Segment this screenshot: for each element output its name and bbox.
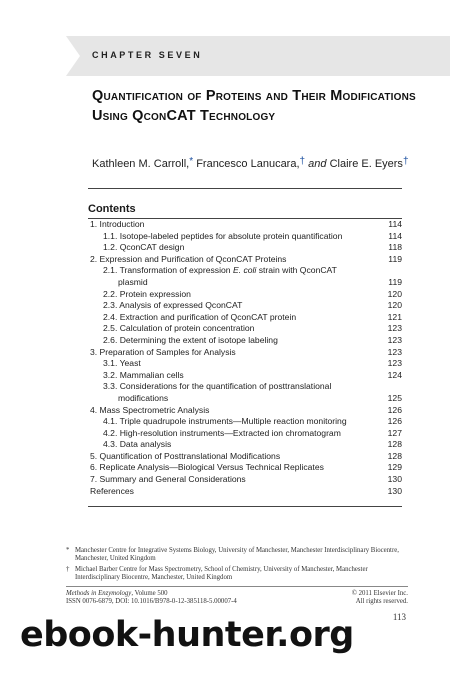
author-2-affiliation-mark[interactable]: † — [299, 156, 306, 167]
publication-line-1 — [66, 590, 408, 597]
toc-entry[interactable] — [88, 439, 402, 451]
rights: All rights reserved. — [355, 598, 408, 605]
toc-entry-page: 126 — [387, 404, 402, 415]
toc-entry[interactable] — [88, 312, 402, 324]
journal-citation — [66, 590, 168, 597]
toc-entry-title: plasmid — [118, 276, 148, 287]
toc-entry-page: 119 — [388, 253, 402, 264]
toc-entry-page: 128 — [387, 450, 402, 461]
toc-entry[interactable] — [88, 335, 402, 347]
publication-line-2 — [66, 598, 408, 605]
toc-entry[interactable] — [88, 393, 402, 405]
author-1: Kathleen M. Carroll, — [92, 158, 190, 170]
author-3: Claire E. Eyers — [329, 158, 403, 170]
toc-entry[interactable] — [88, 254, 402, 266]
toc-entry[interactable] — [88, 416, 402, 428]
contents-bottom-rule — [88, 506, 402, 507]
toc-entry[interactable] — [88, 451, 402, 463]
toc-entry[interactable] — [88, 323, 402, 335]
toc-entry-page: 120 — [387, 288, 402, 299]
toc-entry-page: 127 — [387, 427, 402, 438]
author-1-affiliation-mark[interactable]: * — [189, 156, 194, 167]
toc-entry[interactable] — [88, 486, 402, 498]
toc-entry[interactable] — [88, 462, 402, 474]
toc-entry-title: 1.1. Isotope-labeled peptides for absolute protein quantification — [103, 230, 343, 241]
contents-heading: Contents — [88, 203, 136, 215]
toc-entry-page: 130 — [387, 485, 402, 496]
toc-entry[interactable] — [88, 347, 402, 359]
toc-entry-page: 128 — [387, 439, 402, 450]
copyright: © 2011 Elsevier Inc. — [351, 590, 408, 597]
toc-entry-page: 121 — [387, 311, 402, 322]
toc-entry-page: 123 — [387, 323, 402, 334]
journal-name: Methods in Enzymology — [66, 590, 132, 597]
toc-entry-title: 3.2. Mammalian cells — [103, 369, 184, 380]
toc-entry-page: 123 — [387, 334, 402, 345]
toc-entry-page: 126 — [387, 416, 402, 427]
toc-entry-title: 2.5. Calculation of protein concentration — [103, 323, 255, 334]
chapter-arrow-shape — [66, 36, 80, 76]
toc-entry-page: 123 — [387, 358, 402, 369]
toc-entry[interactable] — [88, 277, 402, 289]
toc-entry-page: 124 — [387, 369, 402, 380]
journal-volume: , Volume 500 — [131, 590, 168, 597]
toc-entry-page: 120 — [387, 300, 402, 311]
toc-entry-page: 114 — [388, 219, 402, 229]
chapter-label: CHAPTER SEVEN — [92, 50, 203, 60]
toc-entry-page: 129 — [387, 462, 402, 473]
author-line — [92, 158, 432, 170]
toc-entry-page: 123 — [387, 346, 402, 357]
toc-entry-title: References — [90, 485, 134, 496]
publication-rule — [66, 586, 408, 587]
footnote-2-text: Michael Barber Centre for Mass Spectrometry, School of Chemistry, University of Manchester, Manchester Interdisciplinary Biocentre, Manchester, United Kingdom — [75, 566, 368, 582]
footnote-2 — [66, 566, 408, 582]
watermark: ebook-hunter.org — [20, 615, 354, 655]
footnote-1-symbol: * — [66, 547, 70, 554]
toc-entry[interactable] — [88, 474, 402, 486]
toc-entry-page: 119 — [388, 276, 402, 287]
issn-doi: ISSN 0076-6879, DOI: 10.1016/B978-0-12-385118-5.00007-4 — [66, 598, 237, 605]
toc-entry-title: 2.6. Determining the extent of isotope labeling — [103, 334, 278, 345]
toc-entry-title: 4.3. Data analysis — [103, 439, 172, 450]
toc-entry[interactable] — [88, 219, 402, 231]
toc-entry[interactable] — [88, 358, 402, 370]
toc-entry-title: 2.2. Protein expression — [103, 288, 191, 299]
toc-entry[interactable] — [88, 300, 402, 312]
toc-entry[interactable] — [88, 242, 402, 254]
toc-entry[interactable] — [88, 370, 402, 382]
toc-entry[interactable] — [88, 289, 402, 301]
toc-entry[interactable] — [88, 231, 402, 243]
footnote-2-symbol: † — [66, 566, 70, 573]
chapter-title: Quantification of Proteins and Their Modifications Using QconCAT Technology — [92, 88, 416, 124]
toc-entry-page: 118 — [388, 242, 402, 253]
toc-entry-title: 3.1. Yeast — [103, 358, 141, 369]
toc-entry-title: 4. Mass Spectrometric Analysis — [90, 404, 210, 415]
toc-entry[interactable] — [88, 381, 402, 393]
toc-entry-title: 2.3. Analysis of expressed QconCAT — [103, 300, 243, 311]
toc-entry-title: 1. Introduction — [90, 219, 145, 229]
toc-entry-page: 114 — [388, 230, 402, 241]
toc-entry-title: 2.4. Extraction and purification of QconCAT protein — [103, 311, 297, 322]
toc-entry[interactable] — [88, 428, 402, 440]
author-conjunction: and — [308, 158, 327, 170]
table-of-contents — [88, 219, 402, 497]
author-2: Francesco Lanucara, — [196, 158, 300, 170]
toc-entry-title: 2. Expression and Purification of QconCAT Proteins — [90, 253, 287, 264]
page-number: 113 — [392, 612, 406, 622]
contents-top-rule — [88, 188, 402, 189]
toc-entry-title: modifications — [118, 392, 169, 403]
footnote-1 — [66, 547, 408, 563]
toc-entry[interactable] — [88, 265, 402, 277]
toc-entry-title: 5. Quantification of Posttranslational Modifications — [90, 450, 281, 461]
species-name: E. coli — [232, 265, 257, 276]
toc-entry-title: 2.1. Transformation of expression E. coli strain with QconCAT — [103, 265, 337, 276]
toc-entry-title: 1.2. QconCAT design — [103, 242, 185, 253]
toc-entry-title: 3. Preparation of Samples for Analysis — [90, 346, 236, 357]
toc-entry-page: 130 — [387, 474, 402, 485]
toc-entry[interactable] — [88, 405, 402, 417]
toc-entry-title: 3.3. Considerations for the quantification of posttranslational — [103, 381, 332, 392]
toc-entry-title: 4.1. Triple quadrupole instruments—Multiple reaction monitoring — [103, 416, 347, 427]
author-3-affiliation-mark[interactable]: † — [402, 156, 409, 167]
toc-entry-title: 6. Replicate Analysis—Biological Versus Technical Replicates — [90, 462, 324, 473]
toc-entry-title: 7. Summary and General Considerations — [90, 474, 246, 485]
toc-entry-title: 4.2. High-resolution instruments—Extracted ion chromatogram — [103, 427, 341, 438]
footnote-1-text: Manchester Centre for Integrative Systems Biology, University of Manchester, Manchester Interdisciplinary Biocentre, Manchester, United Kingdom — [75, 547, 399, 563]
toc-entry-page: 125 — [387, 392, 402, 403]
